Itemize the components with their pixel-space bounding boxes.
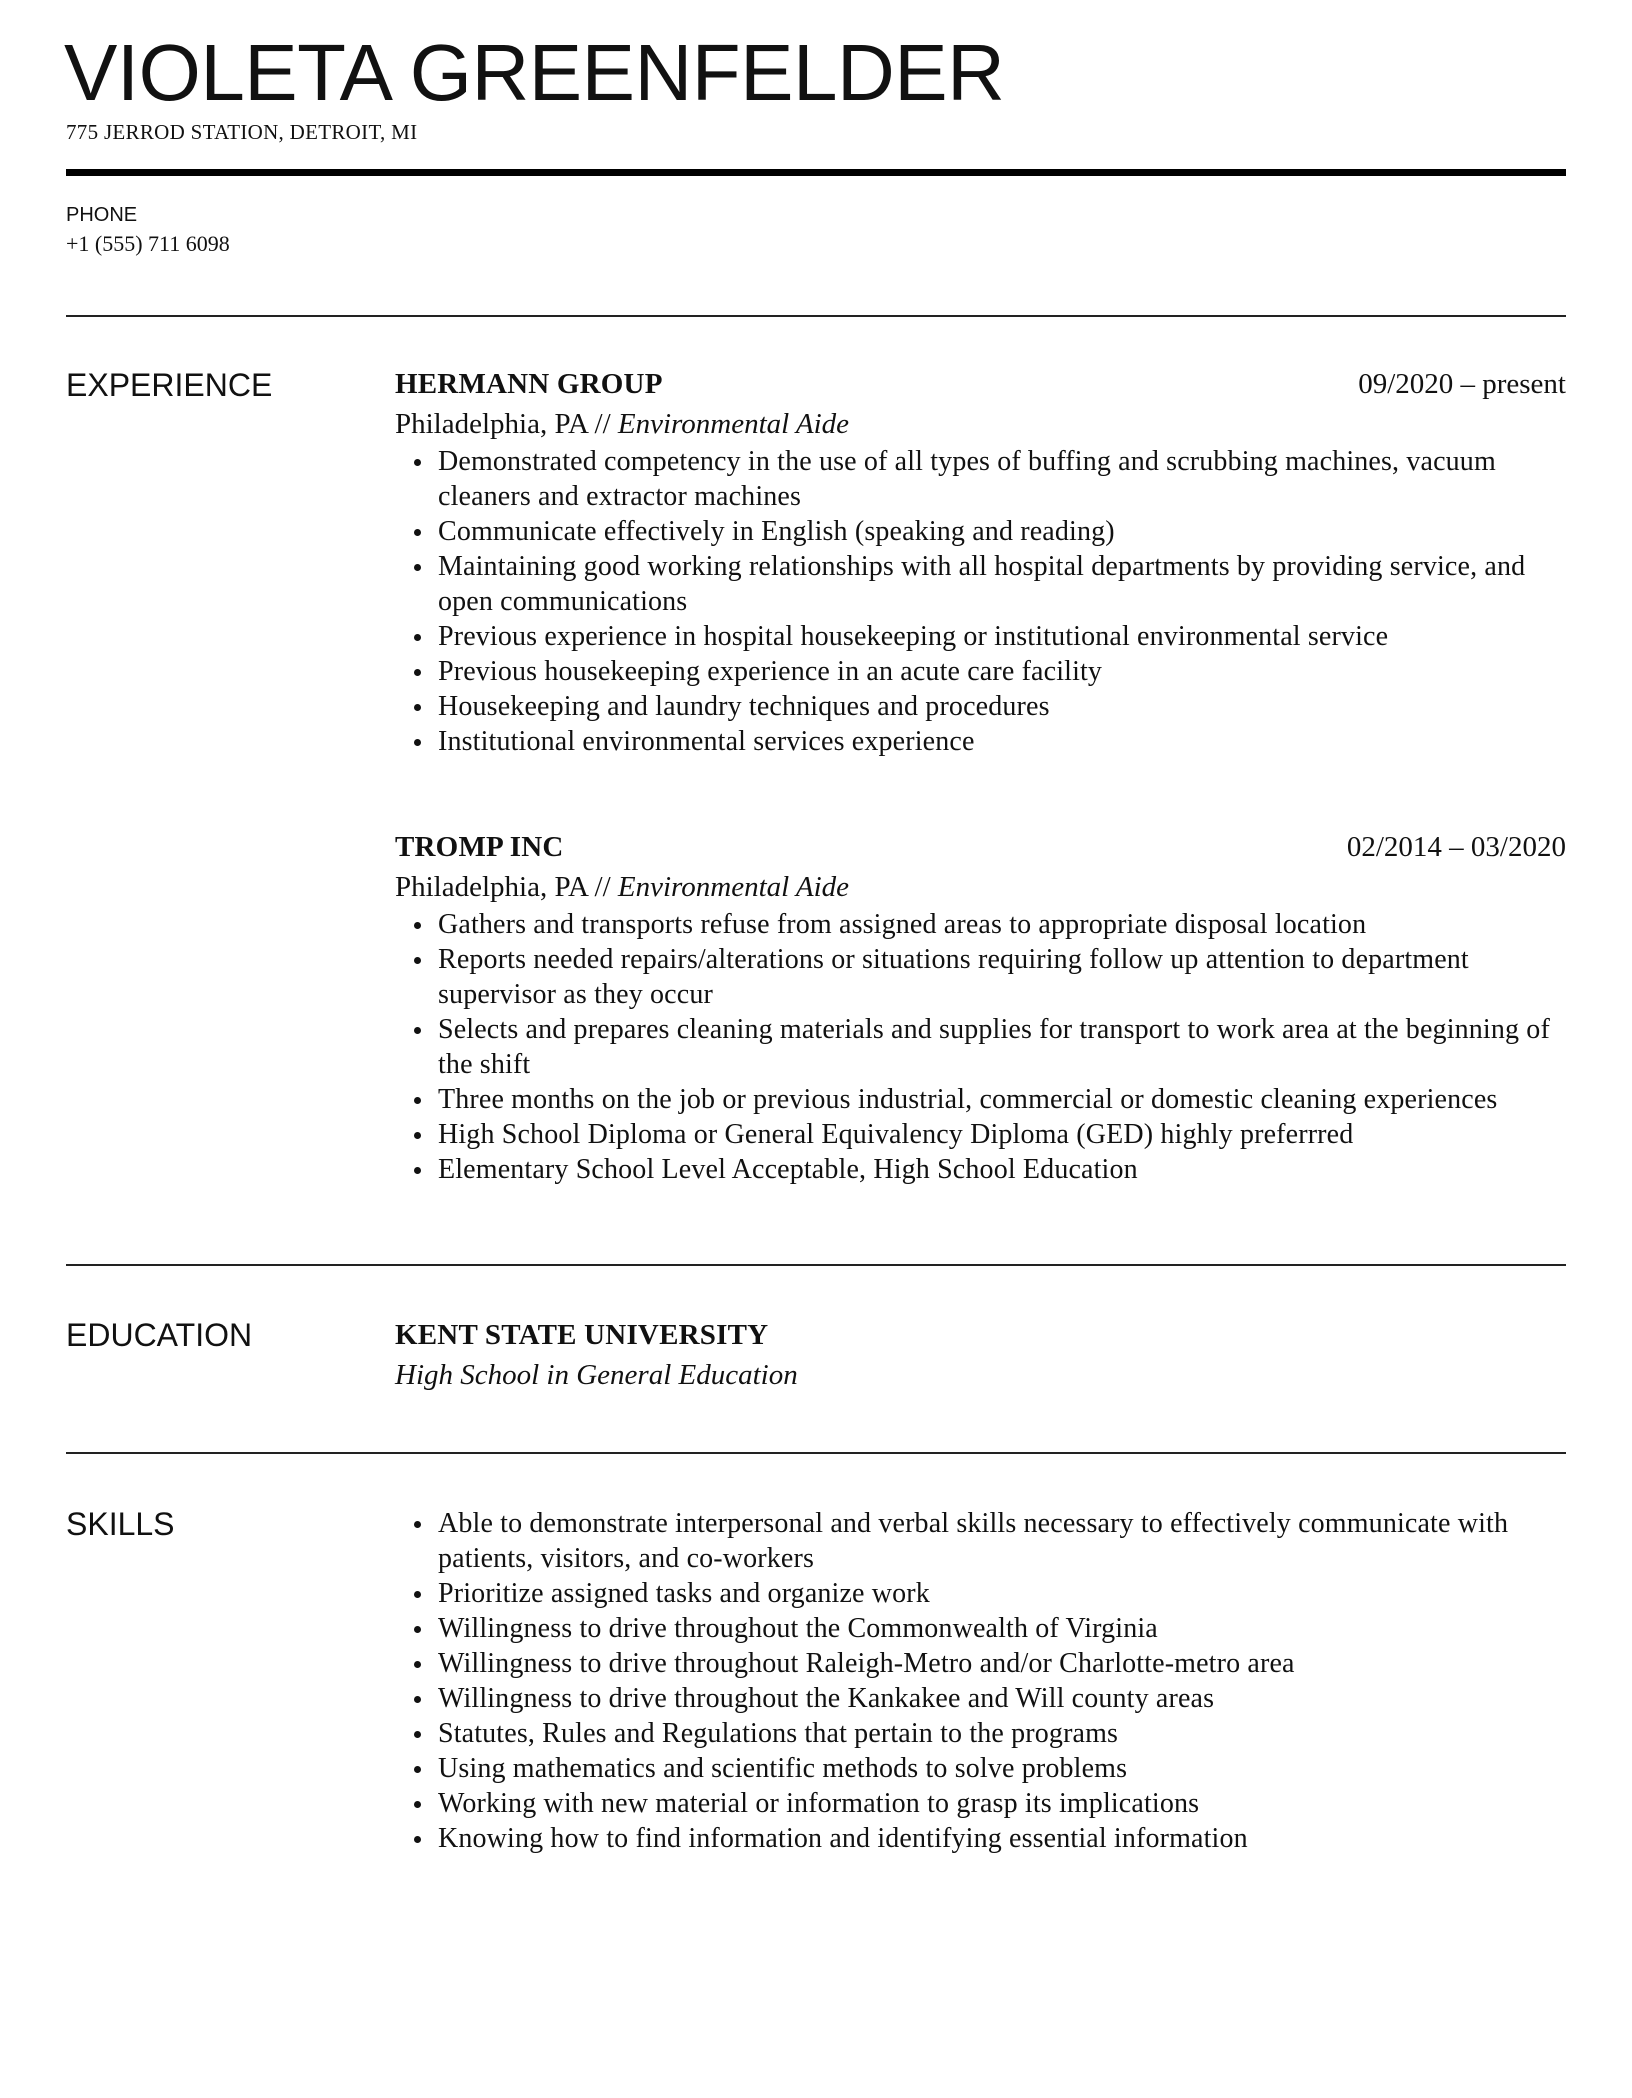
list-item: Gathers and transports refuse from assigned areas to appropriate disposal location [395, 907, 1566, 942]
section-title-skills: SKILLS [66, 1506, 175, 1542]
location-text: Philadelphia, PA // [395, 408, 611, 440]
section-divider [66, 315, 1566, 317]
list-item: Previous experience in hospital housekeeping or institutional environmental service [395, 619, 1566, 654]
candidate-name: VIOLETA GREENFELDER [64, 28, 1005, 117]
job-bullets [395, 444, 1566, 759]
list-item: Knowing how to find information and identifying essential information [395, 1821, 1566, 1856]
job-dates: 09/2020 – present [1358, 368, 1566, 400]
company-name: HERMANN GROUP [395, 368, 663, 400]
list-item: Willingness to drive throughout the Kankakee and Will county areas [395, 1681, 1566, 1716]
list-item: Three months on the job or previous industrial, commercial or domestic cleaning experiences [395, 1082, 1566, 1117]
list-item: Selects and prepares cleaning materials and supplies for transport to work area at the beginning of the shift [395, 1012, 1566, 1082]
list-item: Housekeeping and laundry techniques and procedures [395, 689, 1566, 724]
job-header [395, 827, 1566, 867]
list-item: Working with new material or information to grasp its implications [395, 1786, 1566, 1821]
list-item: Demonstrated competency in the use of all types of buffing and scrubbing machines, vacuum cleaners and extractor machines [395, 444, 1566, 514]
job-dates: 02/2014 – 03/2020 [1346, 831, 1566, 863]
job-entry [395, 364, 1566, 759]
education-entry [395, 1315, 1566, 1395]
skills-list-container [395, 1506, 1566, 1856]
list-item: Institutional environmental services experience [395, 724, 1566, 759]
section-divider [66, 1452, 1566, 1454]
job-location [395, 404, 1566, 444]
list-item: Maintaining good working relationships with all hospital departments by providing service, and open communications [395, 549, 1566, 619]
company-name: TROMP INC [395, 831, 564, 863]
job-header [395, 364, 1566, 404]
address: 775 JERROD STATION, DETROIT, MI [66, 120, 418, 144]
list-item: Using mathematics and scientific methods to solve problems [395, 1751, 1566, 1786]
job-bullets [395, 907, 1566, 1187]
phone-number: +1 (555) 711 6098 [66, 231, 230, 256]
job-role: Environmental Aide [617, 871, 850, 903]
list-item: Previous housekeeping experience in an acute care facility [395, 654, 1566, 689]
job-location [395, 867, 1566, 907]
skills-list [395, 1506, 1566, 1856]
section-title-education: EDUCATION [66, 1317, 253, 1353]
header-divider [66, 169, 1566, 176]
section-divider [66, 1264, 1566, 1266]
list-item: Communicate effectively in English (speaking and reading) [395, 514, 1566, 549]
list-item: Statutes, Rules and Regulations that pertain to the programs [395, 1716, 1566, 1751]
job-role: Environmental Aide [617, 408, 850, 440]
list-item: Prioritize assigned tasks and organize work [395, 1576, 1566, 1611]
phone-label: PHONE [66, 204, 138, 226]
list-item: High School Diploma or General Equivalency Diploma (GED) highly preferrred [395, 1117, 1566, 1152]
list-item: Able to demonstrate interpersonal and verbal skills necessary to effectively communicate with patients, visitors, and co-workers [395, 1506, 1566, 1576]
degree: High School in General Education [395, 1359, 798, 1391]
location-text: Philadelphia, PA // [395, 871, 611, 903]
section-title-experience: EXPERIENCE [66, 367, 273, 403]
school-name: KENT STATE UNIVERSITY [395, 1319, 769, 1351]
list-item: Reports needed repairs/alterations or situations requiring follow up attention to department supervisor as they occur [395, 942, 1566, 1012]
list-item: Elementary School Level Acceptable, High School Education [395, 1152, 1566, 1187]
list-item: Willingness to drive throughout the Commonwealth of Virginia [395, 1611, 1566, 1646]
list-item: Willingness to drive throughout Raleigh-Metro and/or Charlotte-metro area [395, 1646, 1566, 1681]
job-entry [395, 827, 1566, 1187]
